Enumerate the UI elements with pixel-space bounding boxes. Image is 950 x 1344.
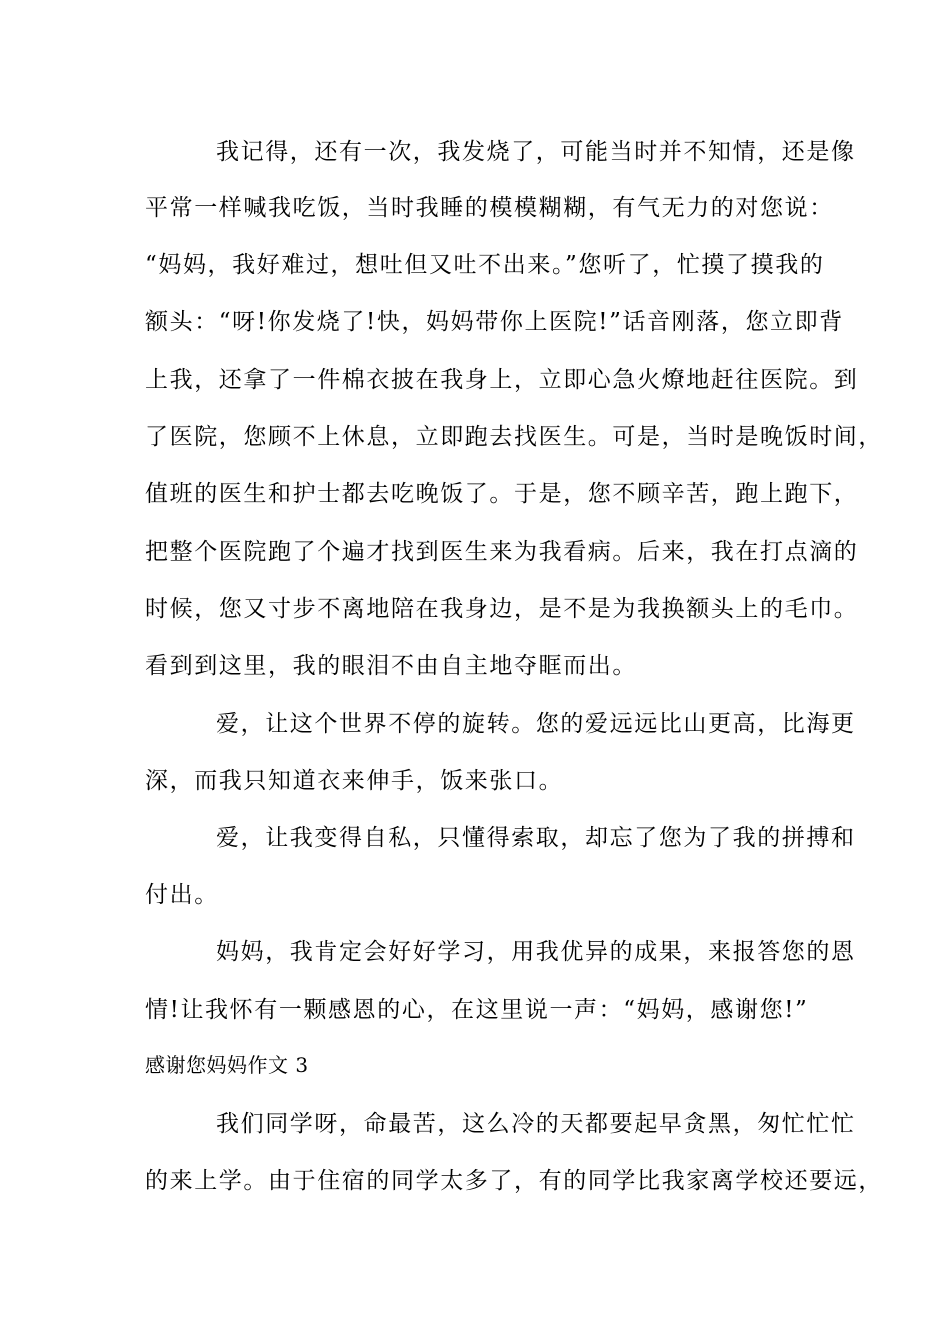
- paragraph-line: 爱，让这个世界不停的旋转。您的爱远远比山更高，比海更: [216, 711, 856, 737]
- paragraph-line: 上我，还拿了一件棉衣披在我身上，立即心急火燎地赶往医院。到: [145, 367, 859, 393]
- section-heading: 感谢您妈妈作文 3: [145, 1053, 309, 1077]
- paragraph-line: 了医院，您顾不上休息，立即跑去找医生。可是，当时是晚饭时间，: [145, 424, 883, 450]
- paragraph-line: 深，而我只知道衣来伸手，饭来张口。: [145, 768, 564, 794]
- paragraph-line: 时候，您又寸步不离地陪在我身边，是不是为我换额头上的毛巾。: [145, 596, 859, 622]
- paragraph-line: 爱，让我变得自私，只懂得索取，却忘了您为了我的拼搏和: [216, 825, 856, 851]
- paragraph-line: 的来上学。由于住宿的同学太多了，有的同学比我家离学校还要远，: [145, 1168, 883, 1194]
- paragraph-line: 付出。: [145, 882, 219, 908]
- paragraph-line: 把整个医院跑了个遍才找到医生来为我看病。后来，我在打点滴的: [145, 539, 859, 565]
- paragraph-line: 看到到这里，我的眼泪不由自主地夺眶而出。: [145, 653, 637, 679]
- paragraph-line: 我们同学呀，命最苦，这么冷的天都要起早贪黑，匆忙忙忙: [216, 1111, 856, 1137]
- paragraph-line: 平常一样喊我吃饭，当时我睡的模模糊糊，有气无力的对您说：: [145, 195, 834, 221]
- paragraph-line: 妈妈，我肯定会好好学习，用我优异的成果，来报答您的恩: [216, 939, 856, 965]
- paragraph-line: 我记得，还有一次，我发烧了，可能当时并不知情，还是像: [216, 139, 856, 165]
- paragraph-line: 值班的医生和护士都去吃晚饭了。于是，您不顾辛苦，跑上跑下，: [145, 481, 859, 507]
- paragraph-line: 情!让我怀有一颗感恩的心，在这里说一声：“妈妈，感谢您!”: [145, 997, 809, 1023]
- paragraph-line: 额头：“呀!你发烧了!快，妈妈带你上医院!”话音刚落，您立即背: [145, 309, 844, 335]
- paragraph-line: “妈妈，我好难过，想吐但又吐不出来。”您听了，忙摸了摸我的: [145, 252, 825, 278]
